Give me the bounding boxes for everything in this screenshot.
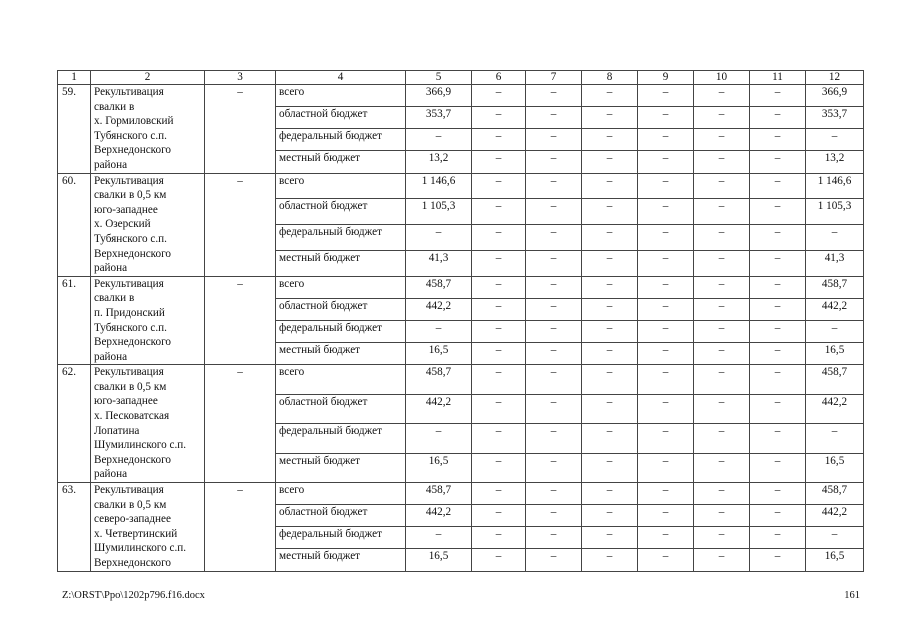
amount-cell: – xyxy=(806,225,864,251)
funding-source-label: областной бюджет xyxy=(276,298,406,320)
amount-cell: – xyxy=(694,276,750,298)
column-number-cell: 5 xyxy=(406,71,472,85)
amount-cell: – xyxy=(582,199,638,225)
funding-source-label: областной бюджет xyxy=(276,199,406,225)
amount-cell: – xyxy=(750,85,806,107)
amount-cell: – xyxy=(582,129,638,151)
amount-cell: – xyxy=(694,85,750,107)
column-number-cell: 2 xyxy=(91,71,205,85)
file-path: Z:\ORST\Ppo\1202p796.f16.docx xyxy=(62,590,205,601)
amount-cell: – xyxy=(694,365,750,394)
amount-cell: – xyxy=(806,424,864,453)
column-number-cell: 12 xyxy=(806,71,864,85)
amount-cell: – xyxy=(582,527,638,549)
amount-cell: – xyxy=(694,505,750,527)
amount-cell: – xyxy=(526,505,582,527)
amount-cell: – xyxy=(750,129,806,151)
amount-cell: – xyxy=(472,250,526,276)
amount-cell: – xyxy=(472,225,526,251)
amount-cell: – xyxy=(472,505,526,527)
amount-cell: – xyxy=(694,549,750,571)
amount-cell: – xyxy=(582,298,638,320)
amount-cell: – xyxy=(406,129,472,151)
amount-cell: – xyxy=(582,151,638,173)
funding-source-label: всего xyxy=(276,173,406,199)
amount-cell: – xyxy=(638,225,694,251)
amount-cell: – xyxy=(694,424,750,453)
amount-cell: – xyxy=(694,321,750,343)
column-number-cell: 3 xyxy=(205,71,276,85)
amount-cell: – xyxy=(472,199,526,225)
amount-cell: – xyxy=(750,199,806,225)
amount-cell: – xyxy=(750,250,806,276)
item-column-3: – xyxy=(205,276,276,365)
amount-cell: 353,7 xyxy=(806,107,864,129)
funding-source-label: федеральный бюджет xyxy=(276,225,406,251)
amount-cell: – xyxy=(526,173,582,199)
amount-cell: 16,5 xyxy=(806,343,864,365)
amount-cell: 366,9 xyxy=(406,85,472,107)
amount-cell: – xyxy=(472,298,526,320)
amount-cell: – xyxy=(638,394,694,423)
amount-cell: – xyxy=(694,107,750,129)
amount-cell: – xyxy=(806,527,864,549)
amount-cell: – xyxy=(582,107,638,129)
amount-cell: 13,2 xyxy=(806,151,864,173)
amount-cell: – xyxy=(526,527,582,549)
amount-cell: – xyxy=(526,107,582,129)
item-number: 63. xyxy=(58,483,91,572)
funding-source-label: местный бюджет xyxy=(276,549,406,571)
amount-cell: 13,2 xyxy=(406,151,472,173)
funding-source-label: местный бюджет xyxy=(276,250,406,276)
amount-cell: 1 105,3 xyxy=(406,199,472,225)
amount-cell: – xyxy=(406,225,472,251)
table-row xyxy=(58,276,864,298)
column-number-cell: 7 xyxy=(526,71,582,85)
amount-cell: – xyxy=(750,298,806,320)
amount-cell: 16,5 xyxy=(406,453,472,482)
amount-cell: – xyxy=(582,549,638,571)
amount-cell: – xyxy=(694,129,750,151)
funding-source-label: всего xyxy=(276,365,406,394)
funding-source-label: областной бюджет xyxy=(276,394,406,423)
amount-cell: – xyxy=(472,365,526,394)
amount-cell: – xyxy=(750,483,806,505)
funding-source-label: местный бюджет xyxy=(276,453,406,482)
amount-cell: – xyxy=(406,424,472,453)
amount-cell: – xyxy=(526,365,582,394)
amount-cell: 41,3 xyxy=(406,250,472,276)
item-description: Рекультивация свалки в х. Гормиловский Тубянского с.п. Верхнедонского района xyxy=(91,85,205,174)
item-number: 61. xyxy=(58,276,91,365)
amount-cell: – xyxy=(750,173,806,199)
amount-cell: – xyxy=(638,343,694,365)
amount-cell: – xyxy=(638,549,694,571)
amount-cell: 366,9 xyxy=(806,85,864,107)
amount-cell: – xyxy=(472,453,526,482)
amount-cell: – xyxy=(638,250,694,276)
column-number-row xyxy=(58,71,864,85)
amount-cell: – xyxy=(638,173,694,199)
amount-cell: – xyxy=(526,298,582,320)
amount-cell: – xyxy=(472,394,526,423)
amount-cell: – xyxy=(750,225,806,251)
funding-source-label: всего xyxy=(276,276,406,298)
budget-table xyxy=(57,70,864,572)
funding-source-label: всего xyxy=(276,483,406,505)
amount-cell: 458,7 xyxy=(806,276,864,298)
amount-cell: 1 105,3 xyxy=(806,199,864,225)
column-number-cell: 4 xyxy=(276,71,406,85)
amount-cell: – xyxy=(750,505,806,527)
amount-cell: – xyxy=(472,424,526,453)
amount-cell: – xyxy=(582,85,638,107)
amount-cell: – xyxy=(694,173,750,199)
page-number: 161 xyxy=(844,590,860,601)
amount-cell: – xyxy=(694,250,750,276)
amount-cell: 458,7 xyxy=(806,365,864,394)
amount-cell: 353,7 xyxy=(406,107,472,129)
funding-source-label: федеральный бюджет xyxy=(276,424,406,453)
amount-cell: 1 146,6 xyxy=(406,173,472,199)
item-description: Рекультивация свалки в 0,5 км юго-западнее х. Озерский Тубянского с.п. Верхнедонского района xyxy=(91,173,205,276)
amount-cell: – xyxy=(472,173,526,199)
amount-cell: – xyxy=(582,505,638,527)
amount-cell: 442,2 xyxy=(806,298,864,320)
amount-cell: – xyxy=(472,107,526,129)
amount-cell: – xyxy=(526,225,582,251)
amount-cell: – xyxy=(526,424,582,453)
item-description: Рекультивация свалки в п. Придонский Тубянского с.п. Верхнедонского района xyxy=(91,276,205,365)
amount-cell: – xyxy=(694,199,750,225)
amount-cell: – xyxy=(694,225,750,251)
amount-cell: 16,5 xyxy=(806,549,864,571)
funding-source-label: областной бюджет xyxy=(276,107,406,129)
amount-cell: 442,2 xyxy=(806,394,864,423)
amount-cell: – xyxy=(750,527,806,549)
amount-cell: – xyxy=(750,365,806,394)
amount-cell: – xyxy=(582,365,638,394)
column-number-cell: 8 xyxy=(582,71,638,85)
amount-cell: – xyxy=(582,453,638,482)
amount-cell: – xyxy=(638,527,694,549)
amount-cell: – xyxy=(750,321,806,343)
funding-source-label: всего xyxy=(276,85,406,107)
amount-cell: 16,5 xyxy=(806,453,864,482)
column-number-cell: 10 xyxy=(694,71,750,85)
amount-cell: – xyxy=(582,321,638,343)
amount-cell: 16,5 xyxy=(406,549,472,571)
amount-cell: 458,7 xyxy=(406,365,472,394)
amount-cell: – xyxy=(694,151,750,173)
table-row xyxy=(58,85,864,107)
amount-cell: – xyxy=(526,483,582,505)
column-number-cell: 9 xyxy=(638,71,694,85)
amount-cell: 442,2 xyxy=(406,394,472,423)
amount-cell: – xyxy=(472,483,526,505)
amount-cell: – xyxy=(582,343,638,365)
item-number: 60. xyxy=(58,173,91,276)
amount-cell: – xyxy=(694,298,750,320)
amount-cell: – xyxy=(526,453,582,482)
amount-cell: – xyxy=(526,343,582,365)
amount-cell: – xyxy=(472,321,526,343)
amount-cell: – xyxy=(582,394,638,423)
amount-cell: – xyxy=(694,527,750,549)
amount-cell: 1 146,6 xyxy=(806,173,864,199)
amount-cell: – xyxy=(472,549,526,571)
amount-cell: – xyxy=(806,321,864,343)
amount-cell: – xyxy=(582,483,638,505)
amount-cell: – xyxy=(638,107,694,129)
funding-source-label: местный бюджет xyxy=(276,151,406,173)
funding-source-label: местный бюджет xyxy=(276,343,406,365)
amount-cell: – xyxy=(582,173,638,199)
amount-cell: – xyxy=(406,321,472,343)
table-body xyxy=(58,71,864,572)
item-column-3: – xyxy=(205,85,276,174)
column-number-cell: 6 xyxy=(472,71,526,85)
amount-cell: – xyxy=(638,365,694,394)
amount-cell: – xyxy=(750,343,806,365)
amount-cell: – xyxy=(638,321,694,343)
item-column-3: – xyxy=(205,365,276,483)
item-column-3: – xyxy=(205,483,276,572)
amount-cell: 41,3 xyxy=(806,250,864,276)
amount-cell: – xyxy=(526,549,582,571)
amount-cell: – xyxy=(750,453,806,482)
amount-cell: – xyxy=(750,107,806,129)
amount-cell: – xyxy=(694,343,750,365)
item-number: 59. xyxy=(58,85,91,174)
column-number-cell: 11 xyxy=(750,71,806,85)
amount-cell: 16,5 xyxy=(406,343,472,365)
amount-cell: – xyxy=(638,276,694,298)
amount-cell: – xyxy=(526,151,582,173)
amount-cell: – xyxy=(472,129,526,151)
amount-cell: – xyxy=(694,483,750,505)
amount-cell: – xyxy=(582,424,638,453)
column-number-cell: 1 xyxy=(58,71,91,85)
amount-cell: – xyxy=(472,527,526,549)
amount-cell: – xyxy=(582,250,638,276)
amount-cell: – xyxy=(526,394,582,423)
amount-cell: – xyxy=(526,276,582,298)
amount-cell: – xyxy=(638,151,694,173)
amount-cell: – xyxy=(638,129,694,151)
amount-cell: 442,2 xyxy=(406,505,472,527)
amount-cell: – xyxy=(806,129,864,151)
amount-cell: – xyxy=(638,483,694,505)
amount-cell: – xyxy=(472,85,526,107)
amount-cell: – xyxy=(638,85,694,107)
amount-cell: – xyxy=(526,85,582,107)
amount-cell: – xyxy=(638,424,694,453)
funding-source-label: федеральный бюджет xyxy=(276,321,406,343)
amount-cell: – xyxy=(694,453,750,482)
amount-cell: – xyxy=(472,151,526,173)
amount-cell: – xyxy=(638,453,694,482)
item-description: Рекультивация свалки в 0,5 км юго-западнее х. Песковатская Лопатина Шумилинского с.п. Верхнедонского района xyxy=(91,365,205,483)
amount-cell: 458,7 xyxy=(806,483,864,505)
amount-cell: 442,2 xyxy=(806,505,864,527)
amount-cell: 458,7 xyxy=(406,483,472,505)
amount-cell: – xyxy=(526,250,582,276)
amount-cell: – xyxy=(582,225,638,251)
amount-cell: – xyxy=(638,505,694,527)
item-description: Рекультивация свалки в 0,5 км северо-западнее х. Четвертинский Шумилинского с.п. Верхнедонского xyxy=(91,483,205,572)
funding-source-label: областной бюджет xyxy=(276,505,406,527)
amount-cell: 442,2 xyxy=(406,298,472,320)
amount-cell: – xyxy=(582,276,638,298)
funding-source-label: федеральный бюджет xyxy=(276,129,406,151)
amount-cell: – xyxy=(472,343,526,365)
amount-cell: – xyxy=(638,199,694,225)
amount-cell: – xyxy=(526,321,582,343)
item-column-3: – xyxy=(205,173,276,276)
amount-cell: – xyxy=(526,129,582,151)
amount-cell: – xyxy=(750,424,806,453)
funding-source-label: федеральный бюджет xyxy=(276,527,406,549)
amount-cell: – xyxy=(750,276,806,298)
amount-cell: – xyxy=(472,276,526,298)
amount-cell: 458,7 xyxy=(406,276,472,298)
amount-cell: – xyxy=(750,394,806,423)
amount-cell: – xyxy=(406,527,472,549)
amount-cell: – xyxy=(694,394,750,423)
amount-cell: – xyxy=(750,151,806,173)
table-row xyxy=(58,173,864,199)
item-number: 62. xyxy=(58,365,91,483)
table-row xyxy=(58,483,864,505)
amount-cell: – xyxy=(638,298,694,320)
amount-cell: – xyxy=(526,199,582,225)
amount-cell: – xyxy=(750,549,806,571)
table-row xyxy=(58,365,864,394)
